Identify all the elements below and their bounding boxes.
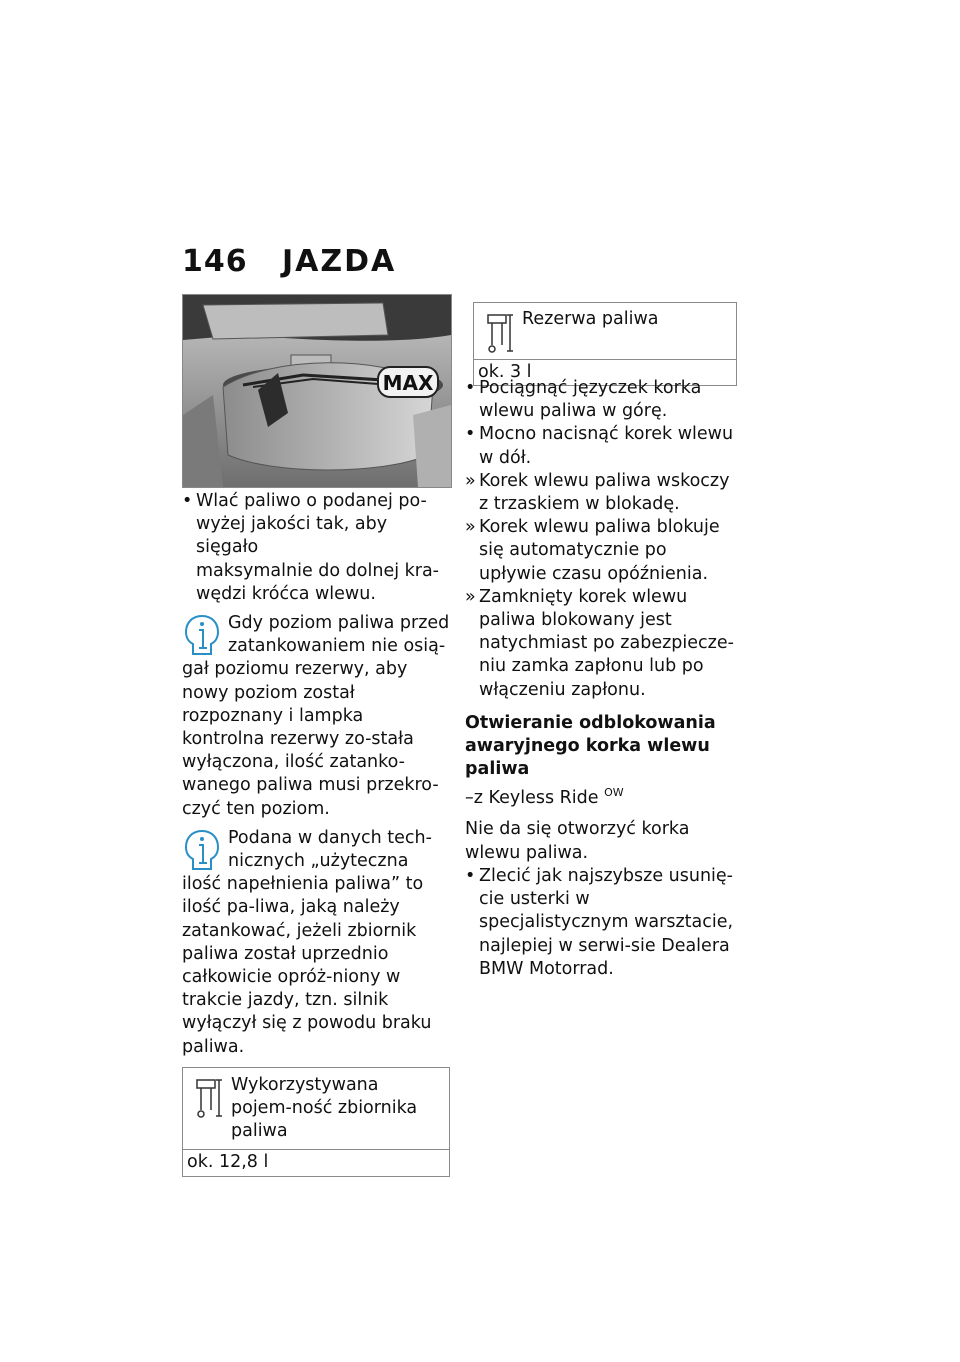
fuel-pump-icon: [195, 1076, 223, 1120]
right-column: [465, 377, 737, 981]
instruction-bullet: • Wlać paliwo o podanej po- wyżej jakości tak, aby sięgało maksymalnie do dolnej kra- wędzi króćca wlewu.: [182, 491, 440, 604]
max-label: MAX: [382, 371, 434, 395]
info-note: [182, 612, 450, 821]
spec-row-label: [474, 303, 736, 360]
result-item: » Zamknięty korek wlewu paliwa blokowany jest natychmiast po zabezpiecze-niu zamka zapłonu lub po włączeniu zapłonu.: [465, 586, 734, 700]
fuel-filler-illustration: [183, 295, 451, 487]
spec-table: [182, 1067, 450, 1177]
result-item: » Korek wlewu paliwa blokuje się automatycznie po upływie czasu opóźnienia.: [465, 517, 720, 584]
info-text: Podana w danych tech-nicznych „użyteczna ilość napełnienia paliwa” to ilość pa-liwa, jaką należy zatankować, jeżeli zbiornik paliwa został uprzednio całkowicie opróż-niony w trakcie jazdy, tzn. silnik wyłączył się z powodu braku paliwa.: [182, 827, 432, 1057]
option-code: OW: [604, 786, 624, 800]
spec-label: Rezerwa paliwa: [522, 309, 659, 329]
spec-table-reserve: [473, 302, 737, 386]
section-heading: Otwieranie odblokowania awaryjnego korka wlewu paliwa: [465, 712, 716, 780]
result-text: Zamknięty korek wlewu paliwa blokowany jest natychmiast po zabezpiecze-niu zamka zapłonu lub po włączeniu zapłonu.: [479, 586, 734, 700]
instruction-bullet: • Mocno nacisnąć korek wlewu w dół.: [465, 424, 734, 468]
info-icon: [182, 612, 222, 658]
fuel-filler-photo: [182, 294, 452, 488]
info-icon: [182, 827, 222, 873]
fuel-pump-icon: [486, 311, 514, 355]
instruction-bullet: • Zlecić jak najszybsze usunię-cie usterki w specjalistycznym warsztacie, najlepiej w serwi-sie Dealera BMW Motorrad.: [465, 865, 734, 979]
bullet-text: Mocno nacisnąć korek wlewu w dół.: [479, 424, 734, 468]
spec-value: ok. 3 l: [478, 362, 532, 382]
problem-paragraph: Nie da się otworzyć korka wlewu paliwa.: [465, 819, 690, 863]
section-title: JAZDA: [282, 244, 397, 279]
applicability-note: [465, 781, 737, 810]
result-text: Korek wlewu paliwa wskoczy z trzaskiem w blokadę.: [479, 470, 730, 515]
info-text: Gdy poziom paliwa przed zatankowaniem nie osią-gał poziomu rezerwy, aby nowy poziom został rozpoznany i lampka kontrolna rezerwy zo-stała wyłączona, ilość zatanko-wanego paliwa musi przekro-czyć ten poziom.: [182, 613, 450, 819]
spec-row-label: [183, 1068, 449, 1151]
bullet-text: Zlecić jak najszybsze usunię-cie usterki w specjalistycznym warsztacie, najlepiej w serwi-sie Dealera BMW Motorrad.: [479, 865, 734, 979]
bullet-text: Pociągnąć języczek korka wlewu paliwa w górę.: [479, 378, 702, 422]
result-text: Korek wlewu paliwa blokuje się automatycznie po upływie czasu opóźnienia.: [479, 517, 720, 584]
spec-label: Wykorzystywana pojem-ność zbiornika paliwa: [231, 1074, 418, 1142]
bullet-text: Wlać paliwo o podanej po- wyżej jakości tak, aby sięgało maksymalnie do dolnej kra- wędzi króćca wlewu.: [196, 491, 440, 604]
spec-value: ok. 12,8 l: [187, 1152, 269, 1173]
info-note: [182, 827, 450, 1059]
result-item: » Korek wlewu paliwa wskoczy z trzaskiem w blokadę.: [465, 470, 730, 515]
left-column: [182, 490, 450, 1177]
instruction-bullet: • Pociągnąć języczek korka wlewu paliwa w górę.: [465, 378, 702, 422]
applicability-text: –z Keyless Ride: [465, 788, 599, 809]
page-number: 146: [182, 244, 248, 279]
